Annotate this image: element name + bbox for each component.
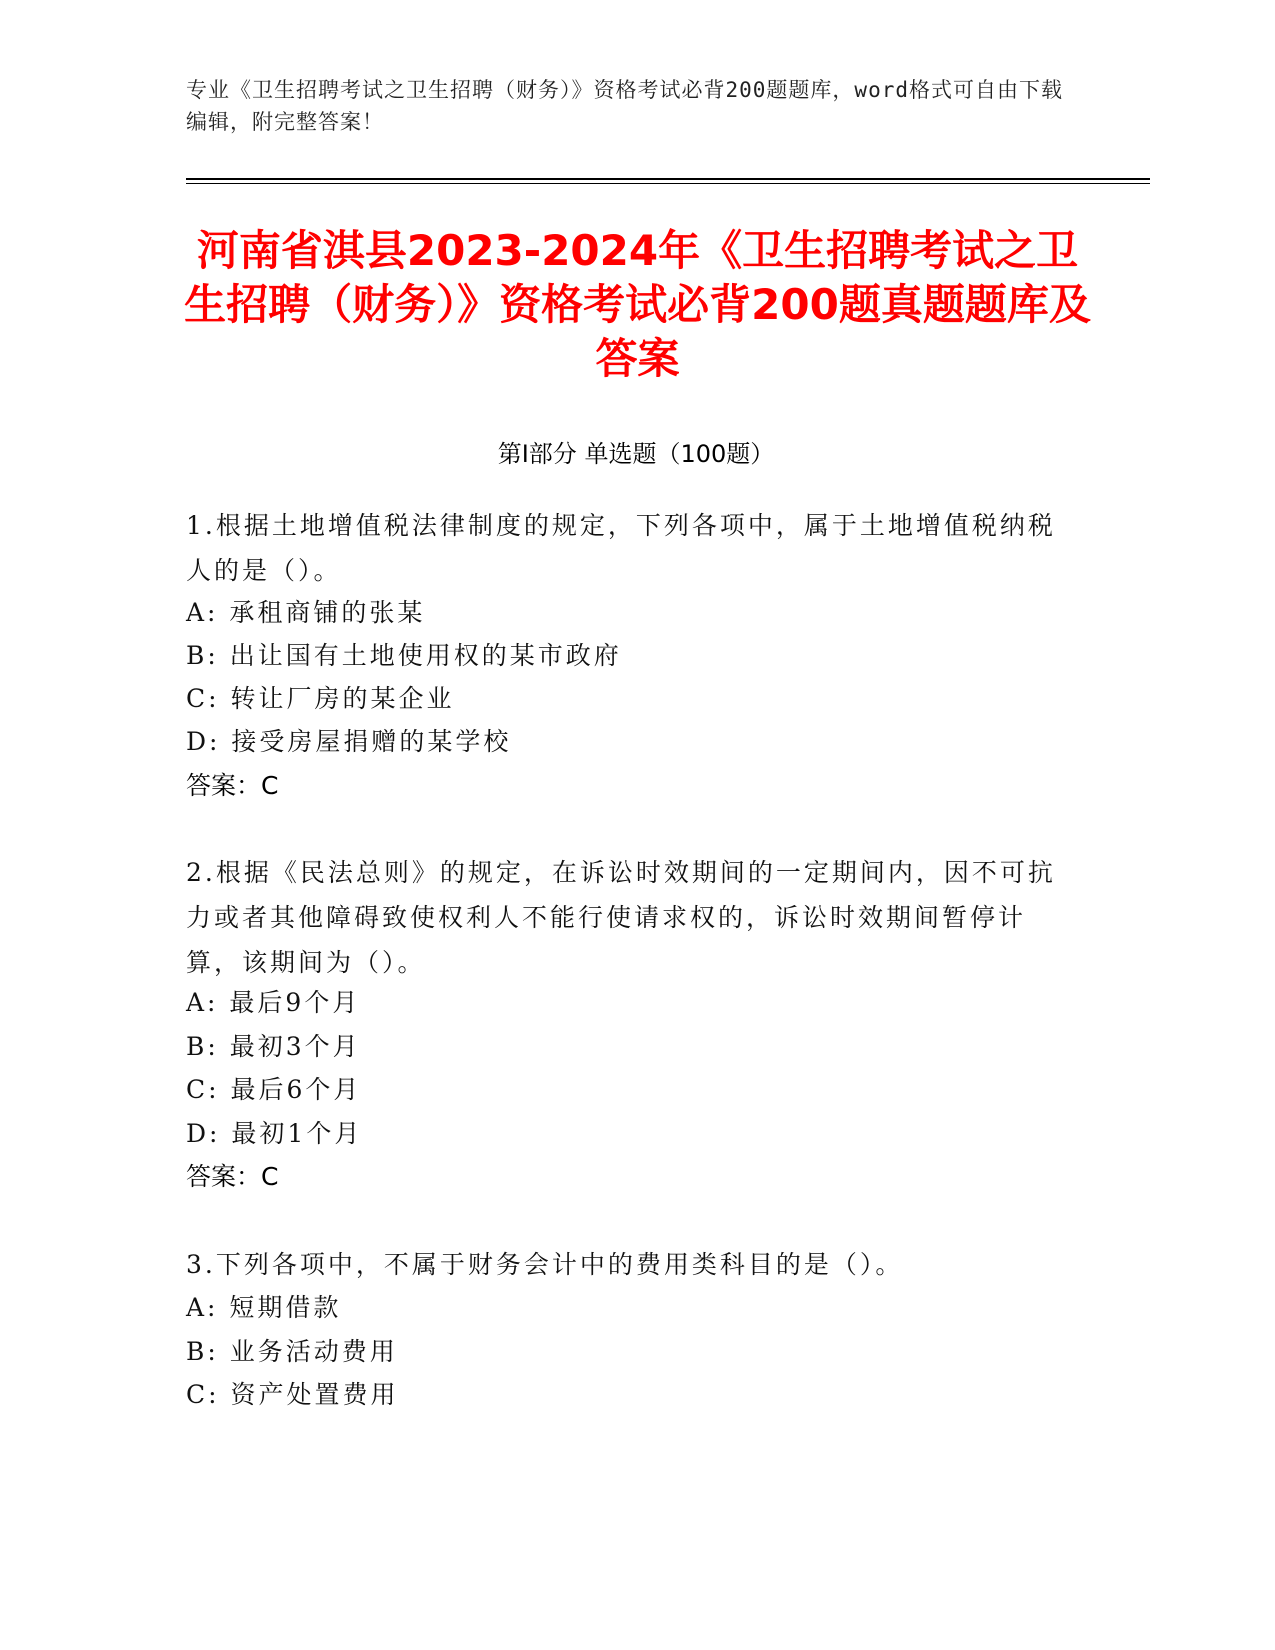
question-2-option-d: D: 最初1个月 <box>186 1119 363 1148</box>
section-heading: 第Ⅰ部分 单选题（100题） <box>497 440 775 468</box>
question-1-text: 1.根据土地增值税法律制度的规定，下列各项中，属于土地增值税纳税人的是（）。 <box>186 511 1056 585</box>
question-1-option-c: C: 转让厂房的某企业 <box>186 684 455 713</box>
question-2-option-c: C: 最后6个月 <box>186 1075 362 1104</box>
document-title: 河南省淇县2023-2024年《卫生招聘考试之卫生招聘（财务）》资格考试必背200题真题题库及答案 <box>184 226 1091 383</box>
question-2-option-a: A: 最后9个月 <box>186 988 361 1017</box>
question-2-text: 2.根据《民法总则》的规定，在诉讼时效期间的一定期间内，因不可抗力或者其他障碍致使权利人不能行使请求权的，诉讼时效期间暂停计算，该期间为（）。 <box>186 858 1056 977</box>
header-divider-thin <box>186 183 1150 184</box>
question-3-option-a: A: 短期借款 <box>186 1293 342 1322</box>
question-2-answer: 答案：C <box>186 1162 279 1191</box>
question-1-option-a: A: 承租商铺的张某 <box>186 598 426 627</box>
question-3-option-b: B: 业务活动费用 <box>186 1337 398 1366</box>
question-3-text: 3.下列各项中，不属于财务会计中的费用类科目的是（）。 <box>186 1250 904 1279</box>
question-1-answer: 答案：C <box>186 771 279 800</box>
question-3-option-c: C: 资产处置费用 <box>186 1380 399 1409</box>
header-divider-thick <box>186 178 1150 180</box>
header-note: 专业《卫生招聘考试之卫生招聘（财务）》资格考试必背200题题库，word格式可自由下载编辑，附完整答案！ <box>186 78 1063 134</box>
question-1-option-d: D: 接受房屋捐赠的某学校 <box>186 727 512 756</box>
question-1-option-b: B: 出让国有土地使用权的某市政府 <box>186 641 622 670</box>
question-2-option-b: B: 最初3个月 <box>186 1032 361 1061</box>
